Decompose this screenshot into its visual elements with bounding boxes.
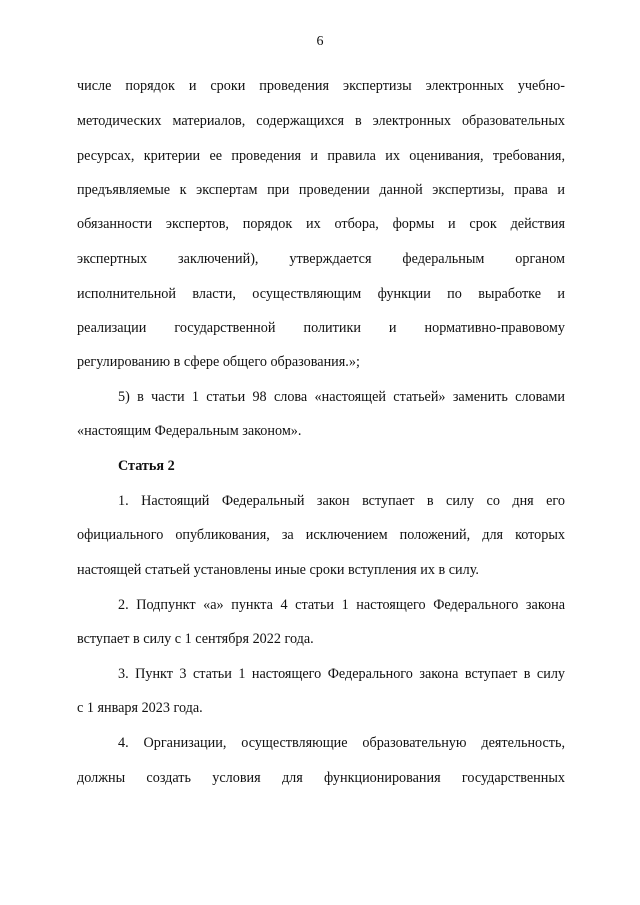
text-line: регулированию в сфере общего образования.»;	[77, 354, 360, 370]
text-line: 3. Пункт 3 статьи 1 настоящего Федерального закона вступает в силу	[118, 666, 565, 682]
text-line: 4. Организации, осуществляющие образовательную деятельность,	[118, 735, 565, 751]
text-line: исполнительной власти, осуществляющим функции по выработке и	[77, 286, 565, 302]
text-line: обязанности экспертов, порядок их отбора, формы и срок действия	[77, 216, 565, 232]
article-heading: Статья 2	[118, 458, 175, 474]
page-number: 6	[316, 34, 324, 49]
text-line: с 1 января 2023 года.	[77, 700, 203, 716]
text-line: экспертных заключений), утверждается федеральным органом	[77, 251, 565, 267]
text-line: настоящей статьей установлены иные сроки вступления их в силу.	[77, 562, 479, 578]
text-line: реализации государственной политики и нормативно-правовому	[77, 320, 565, 336]
text-line: «настоящим Федеральным законом».	[77, 423, 302, 439]
text-line: вступает в силу с 1 сентября 2022 года.	[77, 631, 314, 647]
text-line: числе порядок и сроки проведения экспертизы электронных учебно-	[77, 78, 565, 94]
text-line: официального опубликования, за исключением положений, для которых	[77, 527, 565, 543]
text-line: 5) в части 1 статьи 98 слова «настоящей статьей» заменить словами	[118, 389, 565, 405]
text-line: 2. Подпункт «а» пункта 4 статьи 1 настоящего Федерального закона	[118, 597, 565, 613]
text-line: методических материалов, содержащихся в электронных образовательных	[77, 113, 565, 129]
text-line: должны создать условия для функционирования государственных	[77, 770, 565, 786]
text-line: ресурсах, критерии ее проведения и правила их оценивания, требования,	[77, 148, 565, 164]
text-line: предъявляемые к экспертам при проведении данной экспертизы, права и	[77, 182, 565, 198]
text-line: 1. Настоящий Федеральный закон вступает в силу со дня его	[118, 493, 565, 509]
